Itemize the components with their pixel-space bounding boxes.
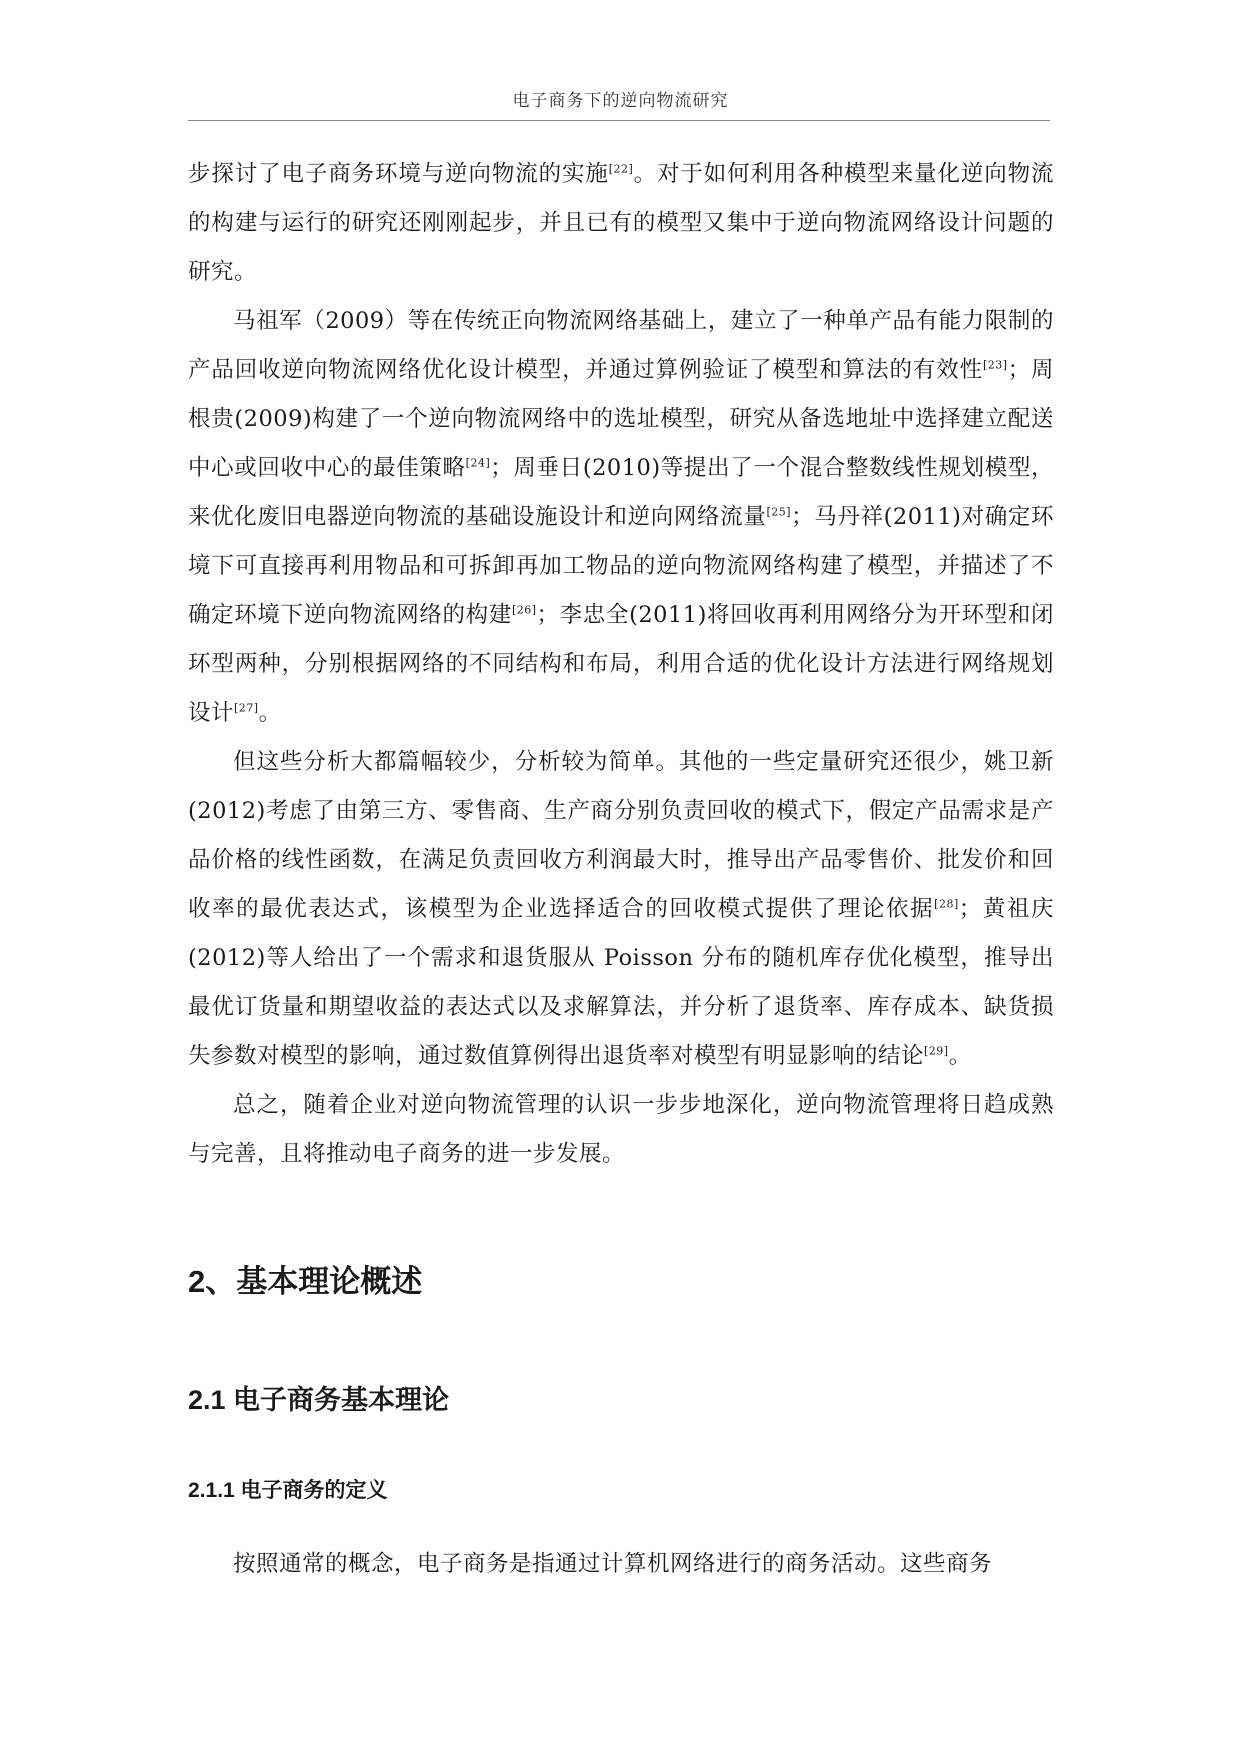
paragraph-text: ；马丹祥(2011)对确定环境下可直接再利用物品和可拆卸再加工物品的逆向物流网络构建了模型，并描述了不确定环境下逆向物流网络的构建	[188, 504, 1054, 628]
citation-marker: [29]	[924, 1044, 949, 1058]
paragraph-text: ；周垂日(2010)等提出了一个混合整数线性规划模型，来优化废旧电器逆向物流的基础设施设计和逆向网络流量	[188, 455, 1054, 530]
citation-marker: [24]	[465, 456, 491, 470]
citation-marker: [25]	[766, 505, 792, 519]
paragraph-text: ；李忠全(2011)将回收再利用网络分为开环型和闭环型两种，分别根据网络的不同结构和布局，利用合适的优化设计方法进行网络规划设计	[188, 602, 1054, 726]
header-rule	[188, 120, 1050, 121]
paragraph	[188, 1081, 1054, 1179]
citation-marker: [23]	[983, 358, 1008, 372]
subsection-heading: 2.1 电子商务基本理论	[188, 1385, 450, 1415]
citation-marker: [26]	[511, 603, 537, 617]
paragraph-text: 。对于如何利用各种模型来量化逆向物流的构建与运行的研究还刚刚起步，并且已有的模型又集中于逆向物流网络设计问题的研究。	[188, 161, 1054, 285]
citation-marker: [28]	[934, 897, 959, 911]
section-heading: 2、基本理论概述	[188, 1264, 423, 1299]
paragraph	[188, 297, 1054, 738]
paragraph-text: 总之，随着企业对逆向物流管理的认识一步步地深化，逆向物流管理将日趋成熟与完善，且将推动电子商务的进一步发展。	[188, 1092, 1054, 1167]
paragraph	[188, 150, 1054, 297]
paragraph-text: 。	[948, 1043, 972, 1069]
paragraph-definition-start: 按照通常的概念，电子商务是指通过计算机网络进行的商务活动。这些商务	[233, 1551, 993, 1577]
body-text	[188, 150, 1054, 1179]
paragraph-text: 步探讨了电子商务环境与逆向物流的实施	[188, 161, 609, 187]
citation-marker: [27]	[234, 701, 259, 715]
running-header: 电子商务下的逆向物流研究	[512, 91, 729, 111]
paragraph-text: 。	[258, 700, 282, 726]
paragraph	[188, 738, 1054, 1081]
paragraph-text: ；黄祖庆(2012)等人给出了一个需求和退货服从 Poisson 分布的随机库存优化模型，推导出最优订货量和期望收益的表达式以及求解算法，并分析了退货率、库存成本、缺货损失参数对模型的影响，通过数值算例得出退货率对模型有明显影响的结论	[188, 896, 1054, 1069]
citation-marker: [22]	[608, 162, 634, 176]
paragraph-text: 但这些分析大都篇幅较少，分析较为简单。其他的一些定量研究还很少，姚卫新(2012)考虑了由第三方、零售商、生产商分别负责回收的模式下，假定产品需求是产品价格的线性函数，在满足负责回收方利润最大时，推导出产品零售价、批发价和回收率的最优表达式，该模型为企业选择适合的回收模式提供了理论依据	[188, 749, 1054, 922]
subsubsection-heading: 2.1.1 电子商务的定义	[188, 1479, 388, 1502]
paragraph-text: 马祖军（2009）等在传统正向物流网络基础上，建立了一种单产品有能力限制的产品回收逆向物流网络优化设计模型，并通过算例验证了模型和算法的有效性	[188, 308, 1054, 383]
paragraph-text: ；周根贵(2009)构建了一个逆向物流网络中的选址模型，研究从备选地址中选择建立配送中心或回收中心的最佳策略	[188, 357, 1054, 481]
